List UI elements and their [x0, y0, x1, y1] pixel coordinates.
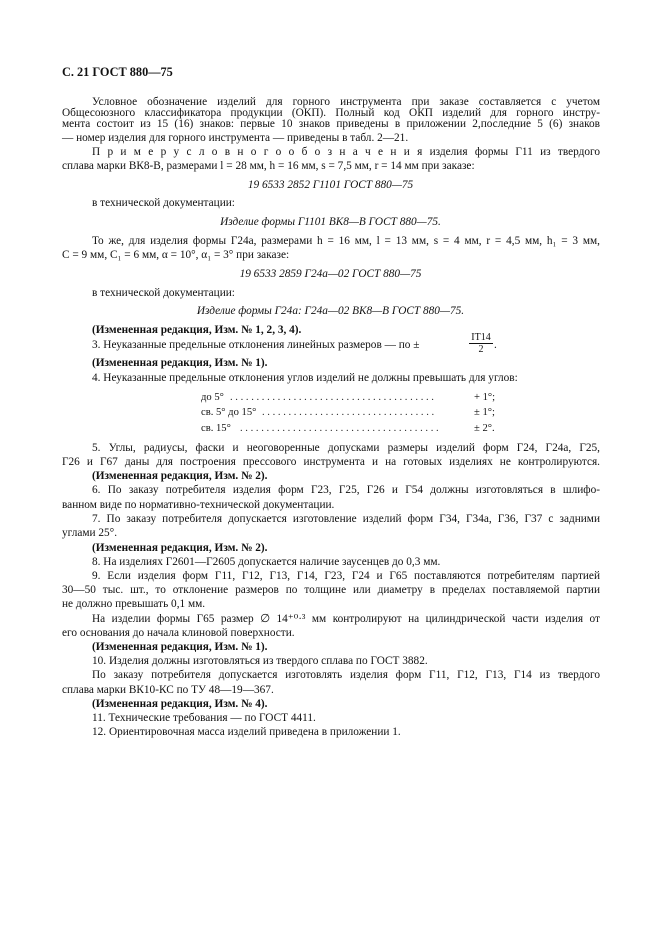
item-3-end: . — [494, 339, 497, 351]
revision-note: (Измененная редакция, Изм. № 1). — [92, 357, 268, 369]
item-3: 3. Неуказанные предельные отклонения линейных размеров — по ± — [92, 339, 420, 351]
designation-2: Изделие формы Г24а: Г24а—02 ВК8—В ГОСТ 880—75. — [196, 305, 465, 317]
dot-leader: . . . . . . . . . . . . . . . . . . . . . . . . . . . . . . . . . . . . . . — [240, 423, 439, 434]
item-4: 4. Неуказанные предельные отклонения углов изделий не должны превышать для углов: — [92, 372, 518, 384]
techdoc-label-1: в технической документации: — [92, 197, 235, 209]
angle-label: св. 15° — [201, 423, 231, 434]
angle-label: св. 5° до 15° — [201, 407, 257, 418]
item-10: 10. Изделия должны изготовляться из твердого сплава по ГОСТ 3882. — [92, 655, 428, 667]
example1-line: П р и м е р у с л о в н о г о о б о з н а ч е н и я изделия формы Г11 из твердого — [92, 146, 600, 158]
it14-fraction — [469, 332, 493, 355]
item-6-line: ванном виде по нормативно-технической документации. — [62, 499, 335, 511]
item-7-line: углами 25°. — [62, 527, 118, 539]
item-7-line: 7. По заказу потребителя допускается изготовление изделий форм Г34, Г34а, Г36, Г37 с задними — [92, 513, 600, 525]
techdoc-label-2: в технической документации: — [92, 287, 235, 299]
item-11: 11. Технические требования — по ГОСТ 4411. — [92, 712, 316, 724]
item-10b-line: По заказу потребителя допускается изготовлять изделия форм Г11, Г12, Г13, Г14 из твердого — [92, 669, 600, 681]
item-8: 8. На изделиях Г2601—Г2605 допускается наличие заусенцев до 0,3 мм. — [92, 556, 441, 568]
para1-line: мента состоит из 15 (16) знаков: первые 10 знаков приведены в приложении 2,последние 5 (6) знаков — [62, 118, 600, 130]
para1-line: Условное обозначение изделий для горного инструмента при заказе составляется с учетом — [92, 96, 600, 108]
item-9-line: 9. Если изделия форм Г11, Г12, Г13, Г14, Г23, Г24 и Г65 поставляются потребителям партией — [92, 570, 600, 582]
order-code-1: 19 6533 2852 Г1101 ГОСТ 880—75 — [247, 179, 414, 191]
angle-label: до 5° — [201, 392, 224, 403]
dot-leader: . . . . . . . . . . . . . . . . . . . . . . . . . . . . . . . . . . . . . . . — [230, 392, 434, 403]
order-code-2: 19 6533 2859 Г24а—02 ГОСТ 880—75 — [239, 268, 422, 280]
item-6-line: 6. По заказу потребителя изделия форм Г23, Г25, Г26 и Г54 должны изготовляться в шлифо- — [92, 484, 600, 496]
angle-value: ± 1°; — [474, 407, 495, 418]
item-5-line: 5. Углы, радиусы, фаски и неоговоренные допусками размеры изделий форм Г24, Г24а, Г25, — [92, 442, 600, 454]
angle-value: + 1°; — [474, 392, 496, 403]
item-5-line: Г26 и Г67 даны для построения прессового инструмента и на готовых изделиях не контролируются. — [62, 456, 600, 468]
item-9-line: не должно превышать 0,1 мм. — [62, 598, 206, 610]
item-10b-line: сплава марки ВК10-КС по ТУ 48—19—367. — [62, 684, 274, 696]
designation-1: Изделие формы Г1101 ВК8—В ГОСТ 880—75. — [220, 216, 441, 228]
revision-note: (Измененная редакция, Изм. № 4). — [92, 698, 268, 710]
fraction-denominator: 2 — [478, 344, 484, 355]
revision-note: (Измененная редакция, Изм. № 2). — [92, 470, 268, 482]
revision-note: (Измененная редакция, Изм. № 1). — [92, 641, 268, 653]
page-header: С. 21 ГОСТ 880—75 — [62, 65, 173, 79]
same-line: C = 9 мм, C₁ = 6 мм, α = 10°, α₁ = 3° при заказе: — [62, 249, 290, 261]
fraction-numerator: IT14 — [469, 332, 493, 344]
para1-line: — номер изделия для горного инструмента — приведены в табл. 2—21. — [62, 132, 409, 144]
angle-value: ± 2°. — [474, 423, 495, 434]
para1-line: Общесоюзного классификатора продукции (ОКП). Полный код ОКП изделий для горного инстру- — [62, 107, 600, 119]
revision-note: (Измененная редакция, Изм. № 1, 2, 3, 4). — [92, 324, 302, 336]
same-line: То же, для изделия формы Г24а, размерами h = 16 мм, l = 13 мм, s = 4 мм, r = 4,5 мм, h₁ = 3 мм, — [92, 235, 600, 247]
item-9b-line: На изделии формы Г65 размер ∅ 14⁺⁰·³ мм контролируют на цилиндрической части изделия от — [92, 613, 600, 625]
dot-leader: . . . . . . . . . . . . . . . . . . . . . . . . . . . . . . . . . — [262, 407, 435, 418]
example1-line: сплава марки ВК8-В, размерами l = 28 мм, h = 16 мм, s = 7,5 мм, r = 14 мм при заказе: — [62, 160, 475, 172]
item-12: 12. Ориентировочная масса изделий приведена в приложении 1. — [92, 726, 401, 738]
item-9-line: 30—50 тыс. шт., то отклонение размеров по толщине или диаметру в пределах поставляемой партии — [62, 584, 600, 596]
item-9b-line: его основания до начала клиновой поверхности. — [62, 627, 295, 639]
revision-note: (Измененная редакция, Изм. № 2). — [92, 542, 268, 554]
